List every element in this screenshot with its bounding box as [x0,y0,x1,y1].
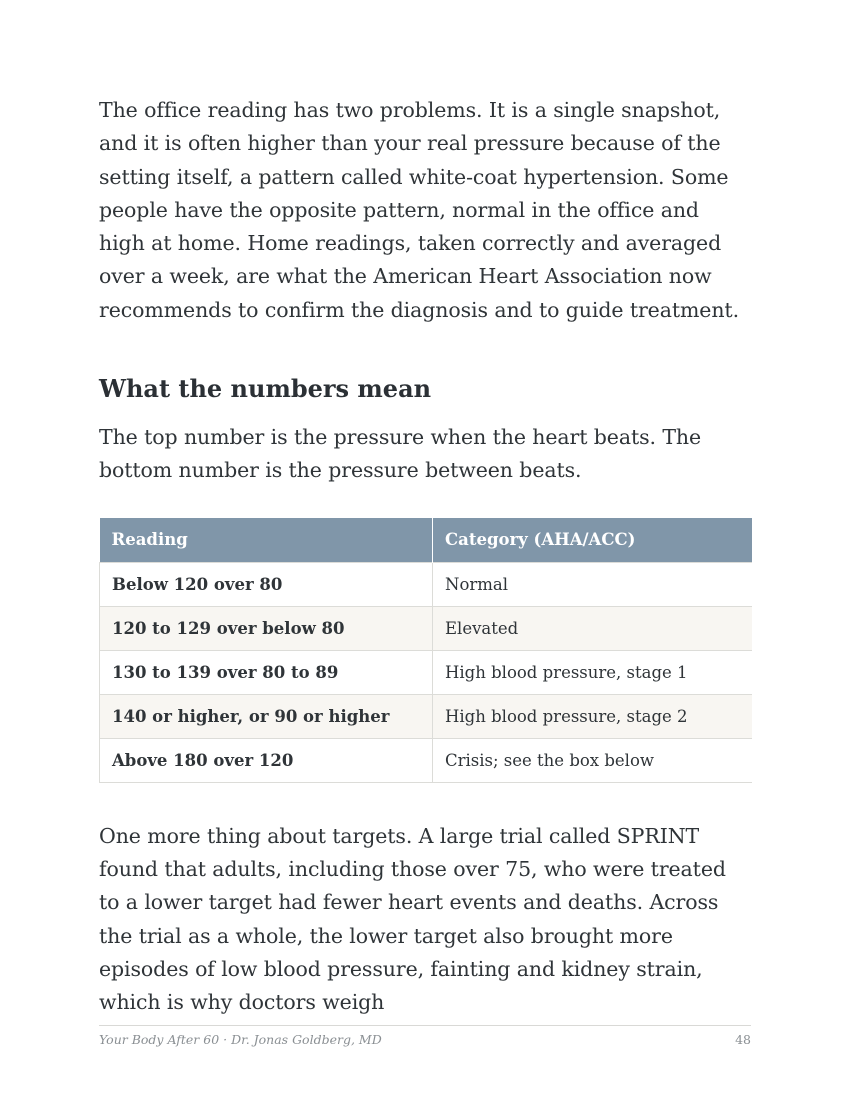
table-header-row [100,518,752,563]
table-header-reading: Reading [100,518,433,563]
reading-cell: 130 to 139 over 80 to 89 [100,650,433,694]
paragraph-numbers-intro: The top number is the pressure when the heart beats. The bottom number is the pressure between beats. [99,425,702,483]
paragraph-sprint-trial: One more thing about targets. A large trial called SPRINT found that adults, including those over 75, who were treated to a lower target had fewer heart events and deaths. Across the trial as a whole, the lower target also brought more episodes of low blood pressure, fainting and kidney strain, which is why doctors weigh [99,823,726,1015]
page-footer [99,1025,751,1047]
category-cell: Normal [433,562,752,606]
table-header-category: Category (AHA/ACC) [433,518,752,563]
paragraph-white-coat: The office reading has two problems. It is a single snapshot, and it is often higher than your real pressure because of the setting itself, a pattern called white-coat hypertension. Some people have the opposite pattern, normal in the office and high at home. Home readings, taken correctly and averaged over a week, are what the American Heart Association now recommends to confirm the diagnosis and to guide treatment. [99,98,739,322]
table-row [100,606,752,650]
reading-cell: 140 or higher, or 90 or higher [100,694,433,738]
running-title: Your Body After 60 · Dr. Jonas Goldberg, MD [99,1032,382,1047]
reading-cell: 120 to 129 over below 80 [100,606,433,650]
category-cell: High blood pressure, stage 1 [433,650,752,694]
page-number: 48 [735,1032,751,1047]
table-row [100,650,752,694]
table-row [100,738,752,782]
category-cell: High blood pressure, stage 2 [433,694,752,738]
section-heading: What the numbers mean [99,374,432,404]
reading-cell: Below 120 over 80 [100,562,433,606]
blood-pressure-table [99,518,752,783]
category-cell: Crisis; see the box below [433,738,752,782]
table-row [100,694,752,738]
category-cell: Elevated [433,606,752,650]
table-row [100,562,752,606]
reading-cell: Above 180 over 120 [100,738,433,782]
page-content [99,94,751,1019]
